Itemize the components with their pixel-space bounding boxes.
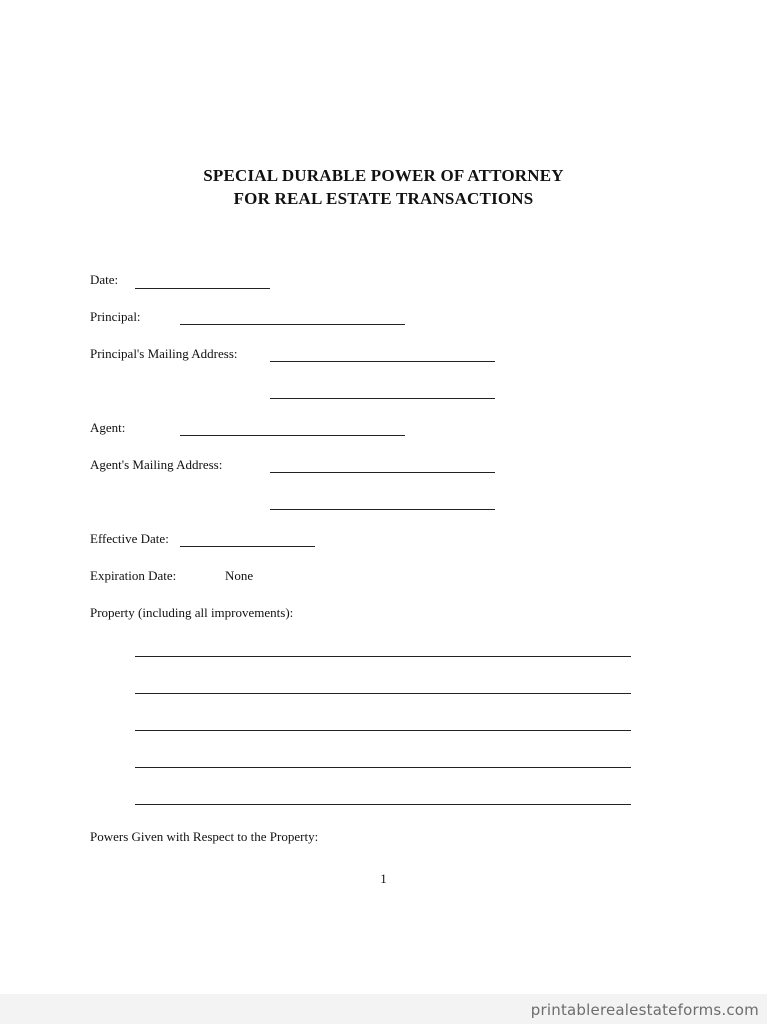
- property-line-2: [135, 693, 631, 694]
- principal-address-line-2: [270, 398, 495, 399]
- property-label: Property (including all improvements):: [90, 605, 294, 620]
- principal-blank-line: [180, 324, 405, 325]
- page-number: 1: [380, 871, 387, 886]
- agent-label: Agent:: [90, 420, 126, 435]
- powers-label: Powers Given with Respect to the Property:: [90, 829, 319, 844]
- document-title-line-1: SPECIAL DURABLE POWER OF ATTORNEY: [203, 166, 564, 185]
- site-watermark: printablerealestateforms.com: [530, 1001, 759, 1019]
- effective-date-label: Effective Date:: [90, 531, 169, 546]
- agent-address-label: Agent's Mailing Address:: [90, 457, 223, 472]
- expiration-date-label: Expiration Date:: [90, 568, 177, 583]
- document-title-line-2: FOR REAL ESTATE TRANSACTIONS: [233, 189, 534, 208]
- property-line-1: [135, 656, 631, 657]
- effective-date-blank-line: [180, 546, 315, 547]
- property-line-4: [135, 767, 631, 768]
- agent-blank-line: [180, 435, 405, 436]
- principal-address-label: Principal's Mailing Address:: [90, 346, 238, 361]
- date-blank-line: [135, 288, 270, 289]
- property-line-3: [135, 730, 631, 731]
- expiration-date-value: None: [225, 568, 254, 583]
- agent-address-line-1: [270, 472, 495, 473]
- date-label: Date:: [90, 272, 119, 287]
- property-line-5: [135, 804, 631, 805]
- principal-label: Principal:: [90, 309, 141, 324]
- agent-address-line-2: [270, 509, 495, 510]
- principal-address-line-1: [270, 361, 495, 362]
